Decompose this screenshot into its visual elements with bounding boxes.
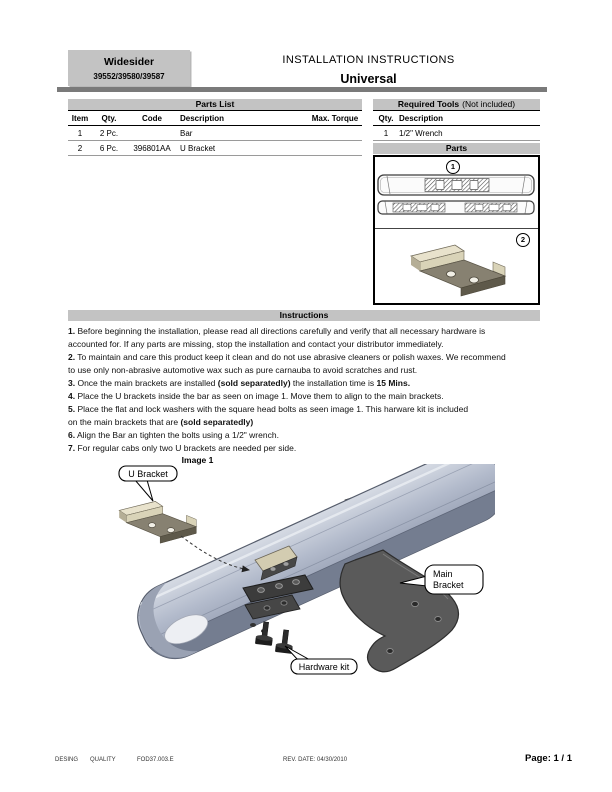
required-tools-header — [373, 99, 540, 110]
callout-u-bracket — [119, 466, 177, 501]
u-bracket-label: U Bracket — [128, 469, 168, 479]
required-tools-rows — [373, 126, 540, 141]
instruction-line: 2. To maintain and care this product keep it clean and do not use abrasive cleaners or polish waxes. We recommend — [68, 352, 506, 362]
parts-list-cell: 396801AA — [133, 143, 171, 153]
model-box — [68, 50, 190, 86]
instruction-line: 4. Place the U brackets inside the bar as seen on image 1. Move them to align to the main brackets. — [68, 391, 444, 401]
main-bracket-label-line1: Main — [433, 569, 453, 579]
footer-quality: QUALITY — [90, 757, 116, 763]
callout-hardware-kit — [285, 646, 357, 674]
bar-top-view-2 — [378, 201, 534, 214]
parts-panel-section — [373, 143, 540, 305]
bar-part-drawings — [377, 174, 535, 220]
parts-panel-header: Parts — [373, 143, 540, 154]
parts-list-cell: 2 — [77, 143, 83, 153]
instruction-line: 1. Before beginning the installation, please read all directions carefully and verify that all necessary hardware is — [68, 326, 486, 336]
required-tools-row — [373, 126, 540, 141]
parts-panel-box — [373, 155, 540, 305]
parts-list-section — [68, 99, 362, 156]
required-tools-section — [373, 99, 540, 141]
instruction-line: 3. Once the main brackets are installed (sold separatedly) the installation time is 15 Mins. — [68, 378, 411, 388]
col-code: Code — [142, 113, 162, 123]
col-item: Item — [71, 113, 89, 123]
instructions-header: Instructions — [68, 310, 540, 321]
required-tools-title: Required Tools — [397, 99, 460, 109]
parts-list-table — [68, 110, 362, 156]
parts-list-cell: 1 — [77, 128, 83, 138]
footer-desing: DESING — [55, 757, 79, 763]
instruction-line: 5. Place the flat and lock washers with the square head bolts as seen image 1. This harware kit is included — [68, 404, 469, 414]
col-tool-description: Description — [399, 113, 444, 123]
instruction-steps — [68, 325, 540, 455]
footer-rev-date: REV. DATE: 04/30/2010 — [283, 757, 348, 763]
parts-list-cell: U Bracket — [180, 143, 216, 153]
parts-list-cell — [308, 129, 362, 138]
parts-list-cell: Bar — [180, 128, 193, 138]
footer-doc-code: FOD37.003.E — [137, 757, 174, 763]
u-bracket-drawing — [401, 236, 513, 300]
hardware-kit-label: Hardware kit — [298, 662, 350, 672]
document-title: INSTALLATION INSTRUCTIONS — [282, 54, 455, 66]
instructions-section — [68, 310, 540, 455]
parts-list-column-headers — [68, 111, 362, 126]
page-footer — [0, 750, 612, 772]
parts-list-cell: 2 Pc. — [99, 128, 119, 138]
parts-list-header: Parts List — [68, 99, 362, 110]
col-max-torque: Max. Torque — [311, 113, 359, 123]
parts-list-cell — [308, 144, 362, 153]
instruction-line: to use only non-abrasive automotive wax such as pure carnauba to avoid scratches and rust. — [68, 365, 418, 375]
instruction-line: accounted for. If any parts are missing, stop the installation and contact your distributor immediately. — [68, 339, 444, 349]
document-subtitle: Universal — [340, 72, 397, 86]
parts-box-divider — [375, 228, 538, 229]
parts-list-row — [68, 141, 362, 156]
footer-page-number: Page: 1 / 1 — [525, 753, 572, 764]
required-tools-column-headers — [373, 111, 540, 126]
image1-illustration — [95, 464, 495, 704]
figure-title: Image 1 — [181, 455, 214, 465]
col-tool-qty: Qty. — [378, 113, 394, 123]
document-titles — [190, 54, 547, 86]
col-qty: Qty. — [101, 113, 117, 123]
header-rule — [57, 87, 547, 92]
instruction-line: on the main brackets that are (sold separatedly) — [68, 417, 254, 427]
parts-list-row — [68, 126, 362, 141]
u-bracket-part — [119, 501, 196, 543]
model-numbers: 39552/39580/39587 — [93, 72, 165, 81]
required-tools-note: (Not included) — [462, 99, 516, 109]
instruction-line: 6. Align the Bar an tighten the bolts using a 1/2" wrench. — [68, 430, 279, 440]
instruction-line: 7. For regular cabs only two U brackets are needed per side. — [68, 443, 297, 453]
required-tools-table — [373, 110, 540, 141]
required-tools-cell: 1 — [383, 128, 389, 138]
parts-list-cell: 6 Pc. — [99, 143, 119, 153]
bar-top-view-1 — [378, 175, 534, 195]
col-description: Description — [180, 113, 225, 123]
parts-list-cell — [126, 129, 178, 138]
parts-list-rows — [68, 126, 362, 156]
required-tools-cell: 1/2" Wrench — [399, 128, 443, 138]
part-badge-2: 2 — [516, 233, 530, 247]
part-badge-1: 1 — [446, 160, 460, 174]
model-name: Widesider — [103, 56, 155, 68]
main-bracket-label-line2: Bracket — [433, 580, 464, 590]
